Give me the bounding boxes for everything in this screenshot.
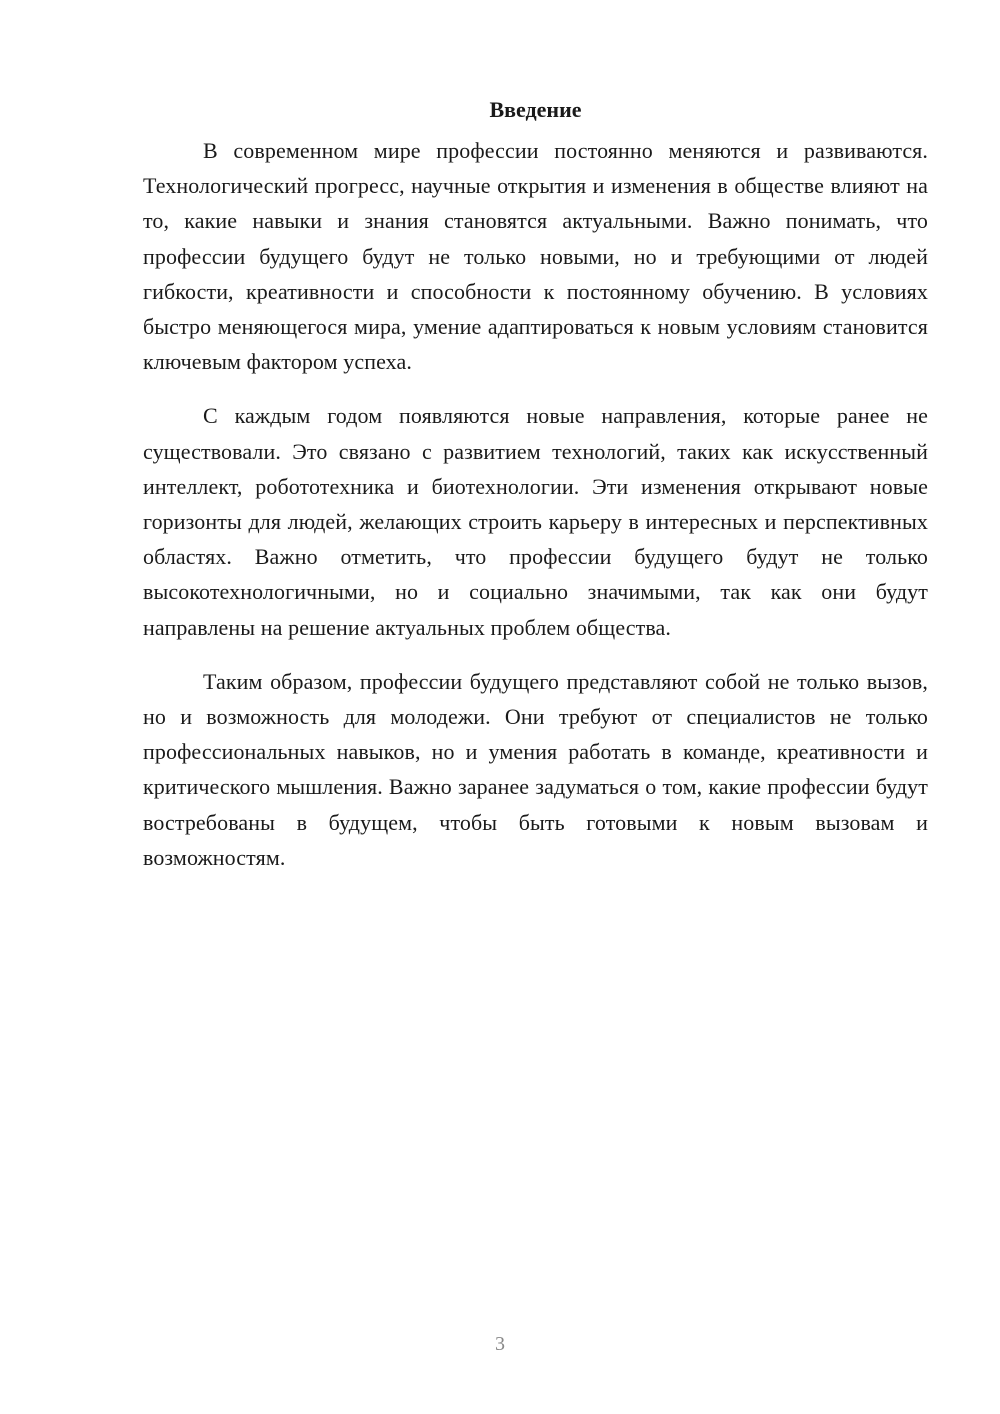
paragraph-2: С каждым годом появляются новые направления, которые ранее не существовали. Это связано с развитием технологий, таких как искусственный интеллект, робототехника и биотехнологии. Эти изменения открывают новые горизонты для людей, желающих строить карьеру в интересных и перспективных областях. Важно отметить, что профессии будущего будут не только высокотехнологичными, но и социально значимыми, так как они будут направлены на решение актуальных проблем общества. (143, 403, 928, 640)
paragraph-3: Таким образом, профессии будущего представляют собой не только вызов, но и возможность для молодежи. Они требуют от специалистов не только профессиональных навыков, но и умения работать в команде, креативности и критического мышления. Важно заранее задуматься о том, какие профессии будут востребованы в будущем, чтобы быть готовыми к новым вызовам и возможностям. (143, 668, 928, 870)
page-number: 3 (495, 1333, 505, 1355)
section-heading: Введение (489, 97, 582, 122)
paragraph-1: В современном мире профессии постоянно меняются и развиваются. Технологический прогресс, научные открытия и изменения в обществе влияют на то, какие навыки и знания становятся актуальными. Важно понимать, что профессии будущего будут не только новыми, но и требующими от людей гибкости, креативности и способности к постоянному обучению. В условиях быстро меняющегося мира, умение адаптироваться к новым условиям становится ключевым фактором успеха. (143, 138, 928, 375)
page-content (143, 92, 928, 894)
